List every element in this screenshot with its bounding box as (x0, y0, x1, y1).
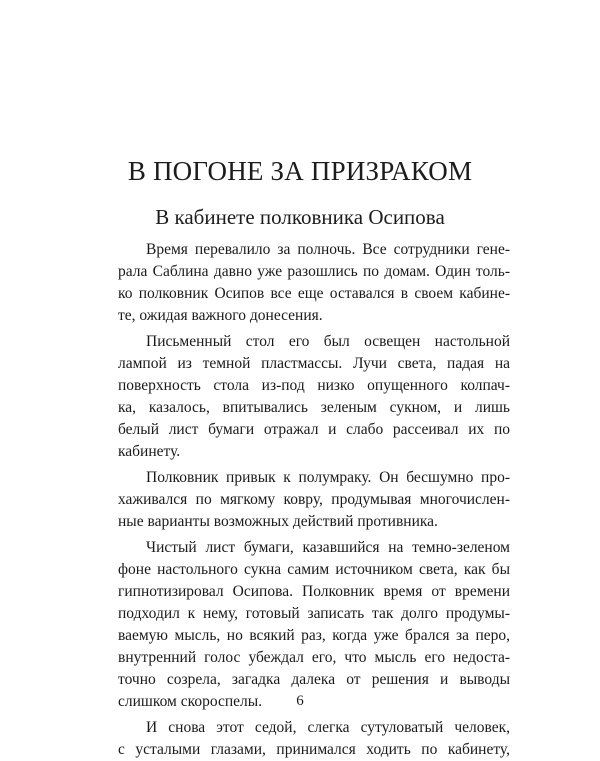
text-line: кабинету. (118, 443, 181, 460)
text-line: внутренний голос убеждал его, что мысль его недоста- (118, 649, 510, 666)
text-line: фоне настольного сукна самим источником света, как бы (118, 561, 510, 578)
text-line: И снова этот седой, слегка сутуловатый человек, (146, 719, 510, 736)
text-line: подходил к нему, готовый записать так долго продумы- (118, 605, 510, 622)
text-line: ка, казалось, впитывались зеленым сукном, и лишь (118, 399, 510, 416)
chapter-title: В ПОГОНЕ ЗА ПРИЗРАКОМ (127, 156, 473, 186)
text-line: белый лист бумаги отражал и слабо рассеивал их по (118, 421, 510, 438)
text-line: те, ожидая важного донесения. (118, 307, 323, 324)
text-line: гипнотизировал Осипова. Полковник время от времени (118, 583, 510, 600)
text-line: ваемую мысль, но всякий раз, когда уже брался за перо, (118, 627, 510, 644)
text-line: Время перевалило за полночь. Все сотрудники гене- (146, 241, 510, 258)
page-number: 6 (296, 693, 304, 709)
text-line: Чистый лист бумаги, казавшийся на темно-зеленом (146, 539, 510, 556)
text-line: слишком скороспелы. (118, 693, 263, 710)
text-line: лампой из темной пластмассы. Лучи света, падая на (118, 355, 510, 372)
text-line: рала Саблина давно уже разошлись по домам. Один толь- (118, 263, 510, 280)
text-line: Полковник привык к полумраку. Он бесшумно про- (146, 469, 510, 486)
text-line: Письменный стол его был освещен настольной (146, 333, 510, 350)
text-line: точно созрела, загадка далека от решения и выводы (118, 671, 510, 688)
text-line: хаживался по мягкому ковру, продумывая многочислен- (118, 491, 510, 508)
section-title: В кабинете полковника Осипова (155, 205, 445, 229)
body-text (118, 239, 510, 761)
text-line: с усталыми глазами, принимался ходить по кабинету, (118, 741, 510, 758)
text-line: поверхность стола из-под низко опущенного колпач- (118, 377, 510, 394)
text-line: ко полковник Осипов все еще оставался в своем кабине- (118, 285, 510, 302)
text-line: ные варианты возможных действий противника. (118, 513, 438, 530)
